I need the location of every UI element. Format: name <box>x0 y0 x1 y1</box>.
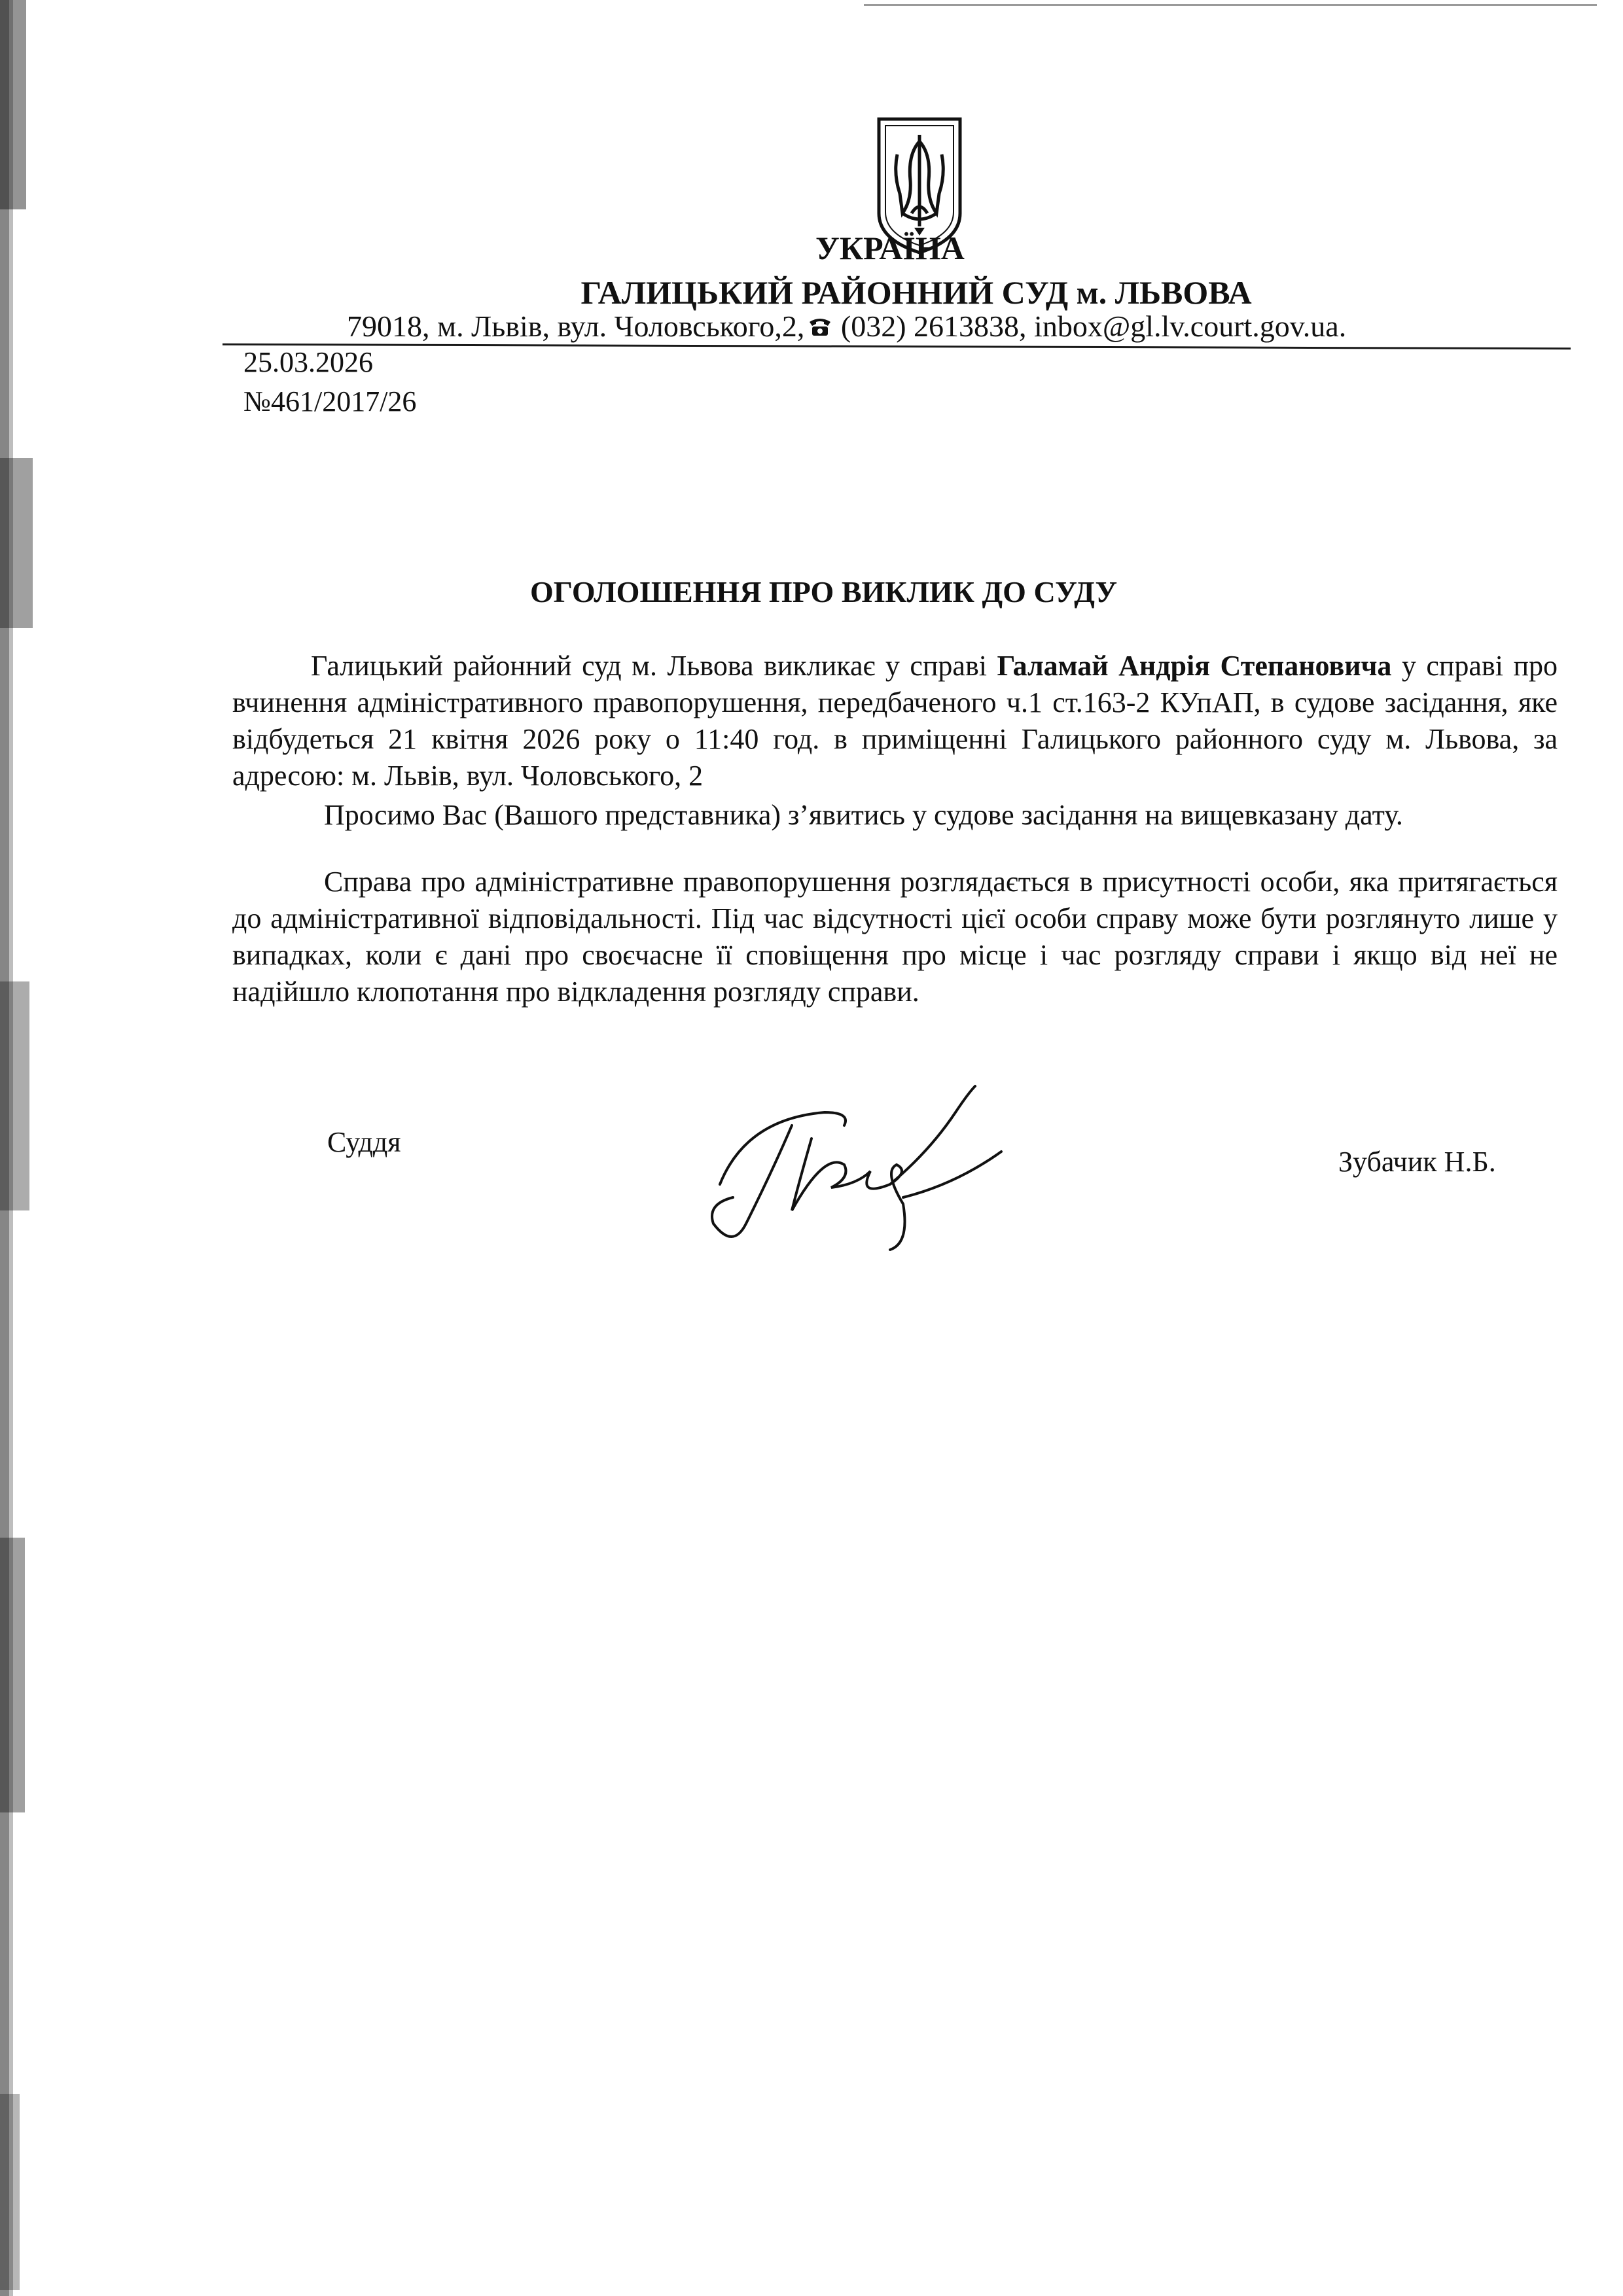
header-divider <box>223 344 1571 349</box>
paragraph-summons-end: у справі про вчинення адміністративного правопорушення, передбаченого ч.1 ст.163-2 КУпАП, в судове засідання, яке відбудеться 21 квітня 2026 року о 11:40 год. в приміщенні Галицького районного суду м. Львова, за адресою: м. Львів, вул. Чоловського, 2 <box>232 650 1558 792</box>
paragraph-procedure: Справа про адміністративне правопорушення розглядається в присутності особи, яка притягається до адміністративної відповідальності. Під час відсутності цієї особи справу може бути розглянуто лише у випадках, коли є дані про своєчасне її сповіщення про місце і час розгляду справи і якщо від неї не надійшло клопотання про відкладення розгляду справи. <box>232 866 1558 1008</box>
phone-icon <box>807 315 833 338</box>
paragraph-summons-start: Галицький районний суд м. Львова викликає у справі <box>311 650 997 682</box>
handwritten-signature <box>694 1073 1021 1263</box>
defendant-name: Галамай Андрія Степановича <box>997 650 1392 682</box>
country-heading: УКРАЇНА <box>815 230 965 266</box>
judge-name: Зубачик Н.Б. <box>1338 1146 1496 1178</box>
judge-role-label: Суддя <box>327 1126 401 1158</box>
paragraph-request: Просимо Вас (Вашого представника) з’явитись у судове засідання на вищевказану дату. <box>324 799 1403 831</box>
paragraph-summons <box>232 648 1558 794</box>
court-address <box>347 309 1346 344</box>
scan-top-line <box>864 4 1597 6</box>
document-title: ОГОЛОШЕННЯ ПРО ВИКЛИК ДО СУДУ <box>530 575 1118 609</box>
document-date: 25.03.2026 <box>243 346 373 378</box>
scan-edge-artifact <box>0 0 39 2296</box>
case-number: №461/2017/26 <box>243 385 417 417</box>
contacts-text: (032) 2613838, inbox@gl.lv.court.gov.ua. <box>833 309 1347 343</box>
court-name-heading: ГАЛИЦЬКИЙ РАЙОННИЙ СУД м. ЛЬВОВА <box>580 274 1252 311</box>
address-text: 79018, м. Львів, вул. Чоловського,2, <box>347 309 805 343</box>
